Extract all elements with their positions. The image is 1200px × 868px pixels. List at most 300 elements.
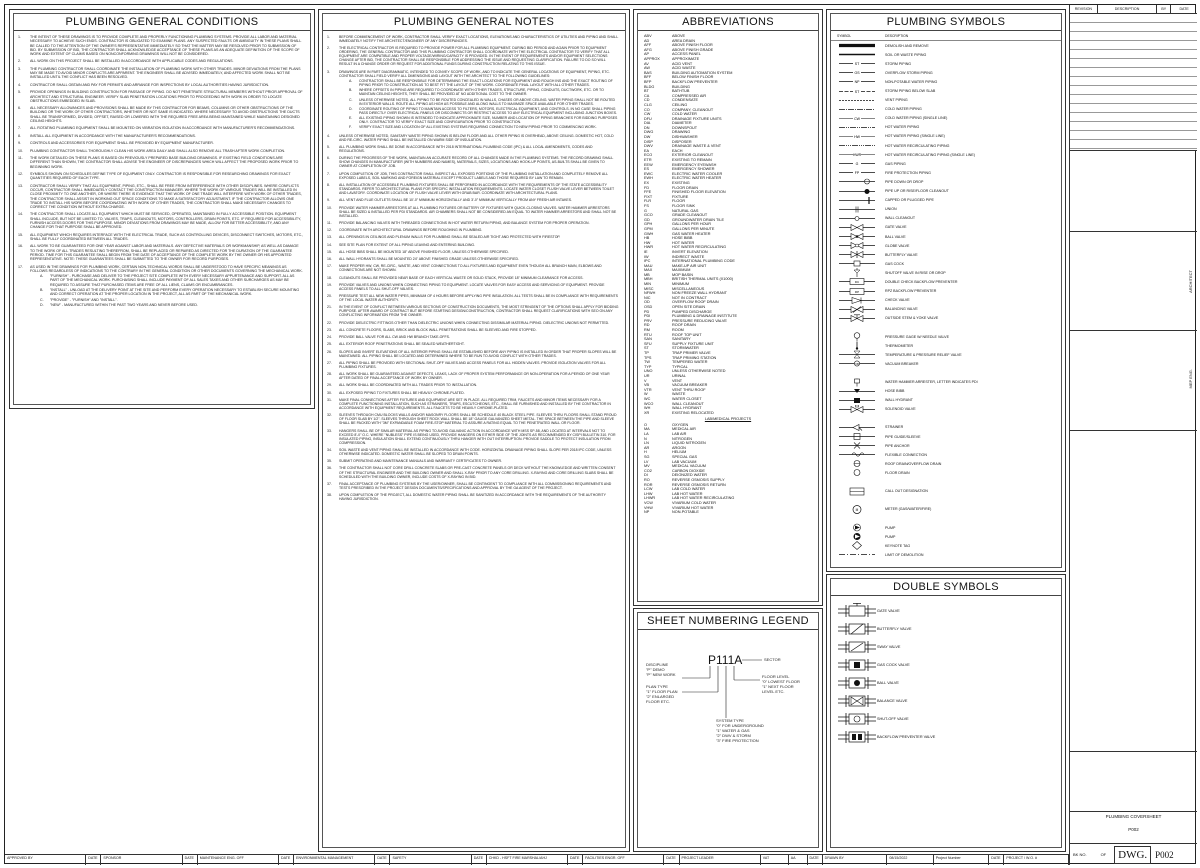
svg-text:G: G [855,162,859,167]
symbol-description: HOT WATER RECIRCULATING PIPING (SINGLE LINE) [885,152,975,157]
abbreviation-row [644,510,812,515]
note-number: 24. [327,335,332,340]
symbol-row [831,77,1061,86]
abbreviation-meaning: TRAP PRIMING STATION [672,355,717,360]
note-number: 7. [327,171,330,176]
abbreviation-meaning: SUPPLY FIXTURE UNIT [672,341,714,346]
abbreviation-meaning: FLOOR [672,199,686,204]
revision-rows [1070,14,1197,150]
abbreviation-meaning: WALL CLEANOUT [672,401,704,406]
symbol-description: COLD WATER PIPING (SINGLE LINE) [885,116,948,121]
note-number: 25. [327,342,332,347]
note-number: 27. [327,360,332,365]
double-symbol-description: BUTTERFLY VALVE [877,627,912,631]
abbreviation-meaning: EXISTING [672,181,690,185]
floor-level-label [762,674,800,694]
abbreviation-code: LHW [644,491,653,496]
note-item [327,328,619,332]
mep-label: MEP ENG. [1188,369,1193,389]
symbol-description: PUMP [885,525,896,530]
abbreviation-code: MBH [644,277,653,282]
fp-icon [837,168,885,177]
note-number: 36. [327,466,332,471]
dwg-box [1070,843,1197,865]
abbreviation-meaning: TEMPERED WATER [672,360,708,365]
note-body: DURING THE PROGRESS OF THE WORK, MAINTAIN AN ACCURATE RECORD OF ALL CHANGES MADE IN THE PLUMBING SYSTEMS. THE RECORD DRAWING SHALL SHOW CHANGES IN MANUFACTURER (WITH NUMBERS AND NAMES), MATERIALS, SIZES, LOCATIONS AND HOOK-UP POINTS, AS-BUILTS SHALL BE GIVEN TO OWNER AT COMPLETION OF JOB. [339,156,614,169]
note-item [327,145,619,153]
general-conditions-panel [9,9,315,409]
note-body: PROVIDE VALVES AND UNIONS WHEN CONNECTING PIPING TO EQUIPMENT. LOCATE VALVES FOR EASY ACCESS AND SERVICING OF EQUIPMENT. PROVIDE ACCESS PANELS TO ALL SHUT-OFF VALVES. [339,282,605,291]
blank-icon [837,514,885,523]
wha-icon [837,378,885,387]
note-number: 3. [18,66,21,71]
symbol-row [831,123,1061,132]
note-item [18,134,304,138]
ball-double-icon [837,675,877,691]
abbreviation-meaning: TRAP PRIMER VALVE [672,350,711,355]
symbol-row [831,432,1061,441]
subitem-letter: A. [349,78,353,83]
note-text [339,134,619,142]
abbreviation-meaning: LAB HOT WATER RECIRCULATING [672,496,735,501]
abbreviation-meaning: PLUMBING & DRAINAGE INSTITUTE [672,314,737,319]
symbol-description: STRAINER [885,425,904,430]
note-body: THE CONTRACTOR SHALL LOCATE ALL EQUIPMENT WHICH MUST BE SERVICED, OPERATED, MAINTAINED IN FULLY ACCESSIBLE POSITION. EQUIPMENT SHALL INCLUDE, BUT NOT BE LIMITED TO, VALVES, TRAPS, CLEANOUTS, MOTORS, CONTROLLERS, DRAIN POINTS, ETC. IF REQUIRED FOR ACCESSIBILITY, FURNISH ACCESS DOORS FOR THIS PURPOSE. MINOR DEVIATIONS FROM DRAWINGS MAY BE MADE, ALLOW FOR BETTER ACCESSIBILITY, AND ANY CHANGE FOR THAT PURPOSE SHALL BE APPROVED. [30,212,302,230]
legend-text-line: "1" FLOOR PLAN [646,689,678,694]
symbol-row [831,141,1061,150]
note-number: 5. [327,145,330,150]
plumbing-symbols-panel [826,9,1066,572]
abbreviation-meaning: GALLONS PER MINUTE [672,226,715,231]
title-block-cell: DATE [664,855,679,865]
note-number: 15. [327,249,332,254]
note-body: THE CONTRACTOR SHALL NOT CORE DRILL CONCRETE SLABS OR PRE-CAST CONCRETE PANELS OR DECK WITHOUT THE KNOWLEDGE AND WRITTEN CONSENT OF THE STRUCTURAL ENGINEER AND THE BUILDING OWNER AND SHALL X-RAY PRIOR TO ANY CORE DRILLING. X-RAYING AND CORE DRILLING SLABS SHALL BE SCHEDULED WITH THE BUILDING OWNER, INCLUDE COSTS OF X-RAYING IN BID. [339,466,616,479]
note-number: 20. [327,294,332,299]
note-number: 16. [18,244,23,249]
note-text [30,126,304,130]
subitem-text: VERIFY EXACT SIZE AND LOCATION OF ALL EXISTING SYSTEMS REQUIRING CONNECTION TO NEW PIPING PRIOR TO COMMENCING WORK. [359,125,597,130]
legend-text-line: "P" DEMO [646,667,665,672]
note-number: 1. [327,35,330,39]
title-block-cell: DATE [86,855,101,865]
abbreviation-code: DWV [644,144,653,149]
note-text [339,482,619,490]
abbreviation-meaning: FINISHED FLOOR ELEVATION [672,190,726,195]
symbol-row [831,523,1061,532]
abbreviation-meaning: ABOVE FINISH FLOOR [672,43,713,48]
subitem-text: "NEW" - MANUFACTURED WITHIN THE PAST TWO YEARS AND NEVER BEFORE USED. [50,303,198,308]
desc-col: DESCRIPTION [1098,5,1158,13]
symbol-row [831,105,1061,114]
date-col: DATE [1179,7,1189,11]
abbreviation-code: BT [644,89,649,94]
note-item [327,294,619,302]
symbol-description: OUTSIDE STEM & YOKE VALVE [885,316,939,321]
abbreviation-meaning: VENT THRU ROOF [672,387,706,392]
symbol-row [831,532,1061,541]
abbreviation-meaning: GALLONS PER HOUR [672,222,712,227]
abbreviation-meaning: MAXIMUM [672,268,691,273]
mep-box [1070,331,1197,431]
note-body: ALL PIPING SHALL BE PROVIDED WITH SECTIONAL SHUT-OFF VALVES AND ACCESS PANELS FOR ALL HIDDEN VALVES. PROVIDE ISOLATION VALVES FOR ALL PLUMBING FIXTURES. [339,360,606,369]
hw1-icon [837,132,885,141]
symbol-description: CALL OUT DESIGNATION [885,489,928,494]
note-item [18,126,304,130]
note-item [18,149,304,153]
title-block-cell: DATE [375,855,390,865]
gcock-double-icon [837,657,877,673]
abbreviation-meaning: CONDENSATE [672,98,699,103]
note-text [30,134,304,138]
abbreviation-meaning: DISHWASHER [672,135,698,140]
note-text [339,46,619,66]
subitem-text: COORDINATE ROUTING OF PIPING TO MAINTAIN ACCESS TO FILTERS, MOTORS, ELECTRICAL EQUIPMENT, AND CONTROLS. IN NO CASE SHALL PIPING PASS DIRECTLY OVER ELECTRICAL PANELS OR DISCONNECTS OR RESTRICT ACCESS TO ANY ELECTRICAL EQUIPMENT INCLUDING JUNCTION BOXES. [359,106,618,115]
abbreviation-meaning: WALL HYDRANT [672,406,702,411]
symbol-description: LIMIT OF DEMOLITION [885,552,924,557]
symbol-row [831,550,1061,559]
abbreviation-code: HW [644,240,651,245]
drawing-sheet [4,4,1196,864]
symbol-row [831,414,1061,423]
abbreviation-code: GWH [644,231,654,236]
demo-icon [837,41,885,50]
note-body: CONTRACTOR SHALL OBTAIN AND PAY FOR PERMITS AND ARRANGE FOR INSPECTIONS BY LOCAL AUTHORITIES HAVING JURISDICTION. [30,82,270,87]
symbol-row [831,341,1061,350]
symbol-row [831,314,1061,323]
abbreviation-meaning: ACID VENT [672,61,693,66]
symbol-row [831,459,1061,468]
symbol-row [831,468,1061,477]
abbreviation-meaning: GRADE CLEANOUT [672,213,708,218]
abbreviation-meaning: DISPOSER [672,139,692,144]
note-body: ALL EQUIPMENT WHICH REQUIRES INTERFACE WITH THE ELECTRICAL TRADE, SUCH AS CONTROLLING DEVICES, DISCONNECT SWITCHES, MOTORS, ETC., SHALL BE FULLY COORDINATED BETWEEN ALL TRADES. [30,232,304,241]
note-item [327,172,619,180]
title-block-cell: 08/15/2022 [887,855,933,865]
symbol-description: GAS PIPING [885,161,906,166]
note-body: THE ELECTRICAL CONTRACTOR IS REQUIRED TO PROVIDE POWER FOR ALL PLUMBING EQUIPMENT. DURING BID PERIOD AND AGAIN PRIOR TO EQUIPMENT ORDERING, THE GENERAL CONTRACTOR AND THIS PLUMBING CONTRACTOR SHALL COORDINATE WITH THE ELECTRICAL CONTRACTOR TO VERIFY THAT ALL EQUIPMENT ARE COMPATIBLE AND PROPER VOLTAGE/WIRING/CAPACITY IS PROVIDED. IN THE EVENT OF REQUIREMENTS AND/OR EQUIPMENT SELECTIONS CHANGE AFTER BID, THE CONTRACTOR SHALL BE RESPONSIBLE FOR ADDRESSING THE ISSUE AND REQUESTING CLARIFICATION. FAILURE TO DO SO WILL RESULT IN A CHANGE ORDER OR REQUEST FOR ADDITIONAL FUNDS DURING CONSTRUCTION RELATING TO THIS ISSUE. [339,46,610,67]
symbol-description: PUMP [885,534,896,539]
symbol-description: BALANCING VALVE [885,307,918,312]
note-item [327,372,619,380]
abbreviation-meaning: EXISTING RELOCATED [672,410,714,415]
abbreviation-meaning: REVERSE OSMOSIS SUPPLY [672,478,725,482]
note-body: IN THE EVENT OF CONFLICT BETWEEN VARIOUS SECTIONS OF CONSTRUCTION DOCUMENTS, THE MOST STRINGENT OF THE OPTIONS SHALL APPLY FOR BIDDING PURPOSE. AFTER AWARD OF CONTRACT BUT BEFORE STARTING DESIGN/CONSTRUCTION, CONTRACTOR SHALL REQUEST CLARIFICATIONS WITH SEO ON ANY CONFLICTING INFORMATION FROM THE OWNER. [339,305,619,318]
abbreviation-code: N [644,436,647,441]
legend-text-line: "0" LOWEST FLOOR [762,679,800,684]
symbol-description: SHUTOFF VALVE IN RISE OR DROP [885,270,946,275]
note-body: ALL EXTERIOR ROOF PENETRATIONS SHALL BE SEALED WEATHERTIGHT. [339,342,465,347]
abbreviations-list [638,31,818,518]
abbreviation-meaning: LAB HOT WATER [672,491,703,496]
abbreviation-meaning: BUILDING [672,84,690,89]
svg-text:HWR: HWR [852,153,862,158]
note-item [18,172,304,181]
note-subitem [349,107,619,115]
blank-icon [837,478,885,487]
abbreviation-code: HWR [644,245,654,250]
note-number: 19. [327,282,332,287]
abbreviation-code: CW [644,112,651,117]
note-body: ALL WORK ON THIS PROJECT SHALL BE INSTALLED IN ACCORDANCE WITH APPLICABLE CODES AND REGULATIONS. [30,59,234,64]
note-text [339,70,619,131]
note-text [30,141,304,145]
symbol-row [831,423,1061,432]
abbreviation-code: BLDG [644,84,655,89]
note-text [339,398,619,410]
title-block-cell: VAT [761,855,789,865]
abbreviation-meaning: BRITISH THERMAL UNITS (X1000) [672,277,733,282]
abbreviation-code: EEW [644,162,653,167]
symbol-description: GATE VALVE [885,225,907,230]
symbol-row [831,277,1061,286]
note-item [327,183,619,195]
abbreviation-code: VCW [644,500,653,505]
abbreviation-code: FLR [644,199,652,204]
abbreviation-meaning: STORMWATER [672,346,699,351]
blank-icon [837,323,885,332]
abbreviation-code: ES [644,167,650,172]
note-text [339,35,619,43]
abbreviation-code: GPM [644,226,653,231]
title-block-cell: MAINTENANCE ENG. OFF [198,855,279,865]
fd-icon [837,468,885,477]
abbreviation-meaning: COLD WATER [672,112,697,117]
abbreviation-code: SFU [644,341,652,346]
symbol-description: UNION [885,207,897,212]
note-body: ALL NECESSARY ALLOWANCES AND PROVISIONS SHALL BE MADE BY THIS CONTRACTOR FOR BEAMS, COLUMNS OR OTHER OBSTRUCTIONS OF THE BUILDING OR THE WORK OF OTHER CONTRACTORS, WHETHER OR NOT SAME IS INDICATED. WHERE NECESSARY TO AVOID OBSTRUCTIONS THE DUCTS SHALL BE TRANSFORMED, DIVIDED, OFFSET, RAISED OR LOWERED WITH THE REQUIRED FREE AREA BEING MAINTAINED WHILE MAINTAINING DESIGNED CEILING HEIGHTS. [30,106,300,123]
note-text [339,493,619,501]
note-body: MAKE FINAL CONNECTIONS AFTER FIXTURES AND EQUIPMENT ARE SET IN PLACE. ALL REQUIRED TRIM, FAUCETS AND MINOR ITEMS NECESSARY FOR A COMPLETE FUNCTIONING INSTALLATION, SUCH AS STRAINERS, TRAPS, ESCUTCHEONS, ETC., SHALL BE FURNISHED AND INSTALLED BY THE CONTRACTOR IN ACCORDANCE WITH EQUIPMENT REQUIREMENTS. ALL FAUCETS TO BE HEAVILY CHROME-PLATED. [339,397,611,411]
abbreviation-meaning: VIVARIUM COLD WATER [672,500,717,505]
abbreviation-code: CLG [644,102,652,107]
note-number: 8. [18,133,21,138]
note-text [30,156,304,169]
symbol-description: HOT WATER PIPING [885,125,920,130]
abbreviation-meaning: REVERSE OSMOSIS RETURN [672,482,726,487]
title-block-cell: APPROVED BY [5,855,86,865]
dwg-number: P002 [1155,849,1174,860]
note-body: ALL VENT AND FLUE OUTLETS SHALL BE 10'-0" MINIMUM HORIZONTALLY AND 3'-0" MINIMUM VERTICALLY FROM ANY FRESH AIR INTAKES. [339,198,573,203]
note-item [327,321,619,325]
note-body: SLEEVES THROUGH CMU BLOCKS WALLS AND/OR MASONRY FLOORS SHALL BE SCHEDULE 40 BLACK STEEL PIPE. SLEEVES THRU FLOORS SHALL STAND PROUD OF FLOOR SLAB BY 1/2". SLEEVES THROUGH SHEET ROCK WALL SHALL BE 18" GAUGE GALVANIZED SHEET METAL. THE SPACE BETWEEN THE PIPE AND SLEEVE SHALL BE PACKED WITH "3M" EXPANDABLE FOAM FIRE-STOP MATERIAL TO ASSURE A RATING EQUAL TO THE PENETRATED WALL OR FLOOR. [339,413,617,426]
symbol-row [831,450,1061,459]
note-item [327,383,619,387]
note-item [327,235,619,239]
subitem-letter: F. [349,125,352,130]
sol-icon [837,405,885,414]
note-number: 34. [327,447,332,452]
note-subitem [349,98,619,106]
abbreviation-meaning: ROOF DRAIN [672,323,696,328]
key-icon [837,541,885,550]
abbreviation-code: CO2 [644,468,652,473]
title-block-cell: DRAWN BY [823,855,888,865]
note-body: ALL ROTATING PLUMBING EQUIPMENT SHALL BE MOUNTED ON VIBRATION ISOLATION IN ACCORDANCE WITH MANUFACTURER'S RECOMMENDATIONS. [30,126,296,131]
abbreviation-code: TPS [644,355,652,360]
abbreviation-code: LHWR [644,496,656,501]
abbreviation-code: WC [644,396,651,401]
note-body: THE INTENT OF THESE DRAWINGS IS TO PROVIDE COMPLETE AND PROPERLY FUNCTIONING PLUMBING SYSTEMS. PROVIDE ALL LABOR AND MATERIAL NECESSARY TO ACHIEVE SUCH ENDS. CONTRACTOR IS OBLIGATED TO EXAMINE PLANS. ANY SUSPECTED FAULTS OR AMBIGUITY IN THESE PLANS SHALL BE CALLED TO THE ATTENTION OF THE OWNER'S REPRESENTATIVE IMMEDIATELY SO THAT THE MATTER MAY BE RESOLVED PRIOR TO SUBMISSION OF BID. BY SUBMISSION OF BID, THE CONTRACTOR SHALL ACKNOWLEDGE ACCEPTANCE OF THESE PLANS AS AN ADEQUATE DEFINITION OF THE SCOPE OF WORK AND EXTENT OF CLAIMS BASED ON NONCONFORMING DRAWINGS WILL NOT BE CONSIDERED. [30,35,302,56]
note-text [339,448,619,456]
abbreviation-meaning: DRAWING [672,130,691,135]
abbreviation-code: BFF [644,75,652,80]
bal-double-icon [837,693,877,709]
note-item [327,243,619,247]
abbreviation-code: VHW [644,505,653,510]
cap-icon [837,196,885,205]
note-number: 33. [327,428,332,433]
bfly-icon [837,250,885,259]
abbreviation-code: LV [644,459,649,464]
note-text [339,391,619,395]
title-block-cell: DATE [472,855,487,865]
symbol-row [831,68,1061,77]
note-body: PLUMBING CONTRACTOR SHALL THOROUGHLY CLEAN HIS WORK AREA DAILY AND SHALL ALSO REMOVE ALL TRASH AFTER WORK COMPLETION. [30,148,286,153]
abbreviation-meaning: OXYGEN [672,422,689,427]
abbreviation-meaning: ABOVE [672,34,686,38]
note-item [327,429,619,445]
abbreviation-meaning: VENT [672,378,683,383]
symbol-row [831,41,1061,50]
lab-medical-heading: LAB/MEDICAL PROJECTS [704,417,752,422]
note-number: 16. [327,257,332,262]
abbreviation-code: H [644,450,647,455]
abbreviation-code: MAU [644,263,653,268]
abbreviation-code: PRV [644,318,652,323]
note-subitem [40,303,304,307]
symbol-description: VACUUM BREAKER [885,361,919,366]
symbol-row [831,396,1061,405]
abbreviation-meaning: PRESSURE REDUCING VALVE [672,318,727,323]
abbreviation-meaning: MEDICAL VACUUM [672,464,706,469]
note-body: PROVIDE OPENINGS IN BUILDING CONSTRUCTION FOR PASSAGE OF PIPING. DO NOT PENETRATE STRUCTURAL MEMBERS WITHOUT PRIOR APPROVAL OF ARCHITECT AND STRUCTURAL ENGINEER. VERIFY SLAB PENETRATION LOCATIONS PRIOR TO PROCEEDING WITH WORK IN ORDER TO LOCATE OBSTRUCTIONS EMBEDDED IN SLAB. [30,90,303,103]
sheet-title-box [1070,811,1197,833]
symbol-description: OVERFLOW STORM PIPING [885,70,933,75]
abbreviation-code: AV [644,61,649,66]
note-item [18,141,304,145]
svg-text:M: M [855,507,859,512]
subitem-letter: C. [349,97,353,102]
abbreviation-meaning: PUMPED DISCHARGE [672,309,712,314]
note-text [339,250,619,254]
abbreviation-meaning: SANITARY [672,337,691,342]
abbreviation-meaning: INVERT ELEVATION [672,249,708,254]
symbol-row [831,496,1061,505]
legend-text-line: DISCIPLINE [646,662,669,667]
svg-text:RP: RP [854,289,860,294]
symbol-row [831,259,1061,268]
note-number: 17. [18,264,23,269]
note-text [339,413,619,425]
vb-icon [837,359,885,368]
symbol-description: BUTTERFLY VALVE [885,252,918,257]
note-item [327,335,619,339]
abbreviation-code: CA [644,93,650,98]
abbreviation-meaning: EXISTING TO REMAIN [672,158,712,163]
note-body: UPON COMPLETION OF THE PROJECT, ALL DOMESTIC WATER PIPING SHALL BE SANITIZED IN ACCORDANCE WITH THE REQUIREMENTS OF THE AUTHORITY HAVING JURISDICTION. [339,493,606,502]
note-text [339,145,619,153]
abbreviation-meaning: BATHTUB [672,89,690,94]
bfly-double-icon [837,621,877,637]
note-text [30,265,304,309]
svg-text:HW: HW [854,134,860,139]
abbreviation-meaning: DOWNSPOUT [672,125,698,130]
abbreviation-code: DWG [644,130,654,135]
note-number: 26. [327,349,332,354]
svg-text:NP: NP [854,80,860,85]
note-body: ALL INSTALLATION OF ACCESSIBLE PLUMBING FIXTURES SHALL BE PERFORMED IN ACCORDANCE WITH THE REQUIREMENTS OF THE STATE ACCESSIBILITY STANDARDS. REFER TO ARCHITECTURAL PLANS FOR SPECIFIC INSTALLATION REQUIREMENTS. LOCATE WATER CLOSET FLUSH VALVE LEVER BETWEEN TOILET AND LAVATORY. COORDINATE LOCATION OF FLUSH VALVE LEVER WITH GRAB BAR. COORDINATE WITH ARCHITECTURAL PLANS. [339,182,615,196]
abbreviation-code: RO [644,478,650,482]
abbreviation-meaning: OVERFLOW ROOF DRAIN [672,300,719,305]
abbreviation-meaning: ROOF TOP UNIT [672,332,702,337]
note-text [30,59,304,63]
abbreviation-code: UNO [644,369,653,374]
symbol-row [831,132,1061,141]
symbol-description: PIPE DOWN OR DROP [885,179,924,184]
note-number: 14. [327,242,332,247]
note-item [327,361,619,369]
subitem-text: ALL EXISTING PIPING SHOWN IS INTENDED TO INDICATE APPROXIMATE SIZE, NUMBER AND LOCATION OF PIPING BRANCHES FOR BIDDING PURPOSES ONLY. CONTRACTOR TO VERIFY EXACT SIZE AND CONFIGURATION PRIOR TO CONSTRUCTION. [359,116,618,125]
system-type-label [716,718,764,743]
symbol-column-header: SYMBOL [837,34,852,38]
note-body: SUBMIT OPERATING AND MAINTENANCE MANUALS AND WARRANTY CERTIFICATES TO OWNER. [339,459,502,464]
abbreviation-meaning: MOP BASIN [672,272,694,277]
blank-icon [837,496,885,505]
note-body: MAKE PROPER HW, CW, RE-CIRC., WASTE, AND VENT CONNECTIONS TO ALL FIXTURES AND EQUIPMENT EVEN THOUGH ALL BRANCH MAIN, ELBOWS AND CONNECTIONS ARE NOT SHOWN. [339,264,602,273]
symbol-row [831,305,1061,314]
legend-text-line: SYSTEM TYPE [716,718,744,723]
abbreviation-code: SG [644,455,650,460]
abbreviation-meaning: ACCESS PANEL [672,52,701,57]
abbreviation-code: OSD [644,305,653,310]
symbol-row [831,214,1061,223]
abbreviation-code: SAN [644,337,652,342]
abbreviation-meaning: DRAINAGE WASTE & VENT [672,144,722,149]
panel-title: DOUBLE SYMBOLS [831,579,1061,596]
double-symbol-row [831,728,1061,746]
abbreviation-code: AFG [644,47,652,52]
hwr-icon [837,141,885,150]
of-label: OF [1100,852,1107,857]
abbreviation-code: FD [644,185,650,190]
note-number: 5. [18,90,21,95]
abbreviation-code: PDI [644,314,651,319]
abbreviation-code: BFP [644,79,652,84]
symbol-description: KEYNOTE TAG [885,543,911,548]
note-number: 10. [18,148,23,153]
flex-icon [837,450,885,459]
abbreviation-meaning: LAB AIR [672,432,687,437]
dwg-label: DWG. [1114,846,1151,864]
pump2-icon [837,532,885,541]
abbreviation-code: DN [644,125,650,130]
note-item [18,90,304,103]
note-text [30,233,304,242]
rev-col: REVISION [1070,5,1098,13]
symbol-row [831,250,1061,259]
notes-list [323,31,625,501]
title-block-cell: Project Number [934,855,990,865]
symbol-description: WATER HAMMER ARRESTER, LETTER INDICATES PDI [885,380,978,385]
note-text [339,294,619,302]
note-text [339,361,619,369]
abbreviation-meaning: BACKFLOW PREVENTER [672,79,718,84]
abbreviation-code: NP [644,510,650,515]
double-symbol-row [831,656,1061,674]
note-subitem [349,88,619,96]
symbol-row [831,377,1061,386]
symbol-row [831,241,1061,250]
